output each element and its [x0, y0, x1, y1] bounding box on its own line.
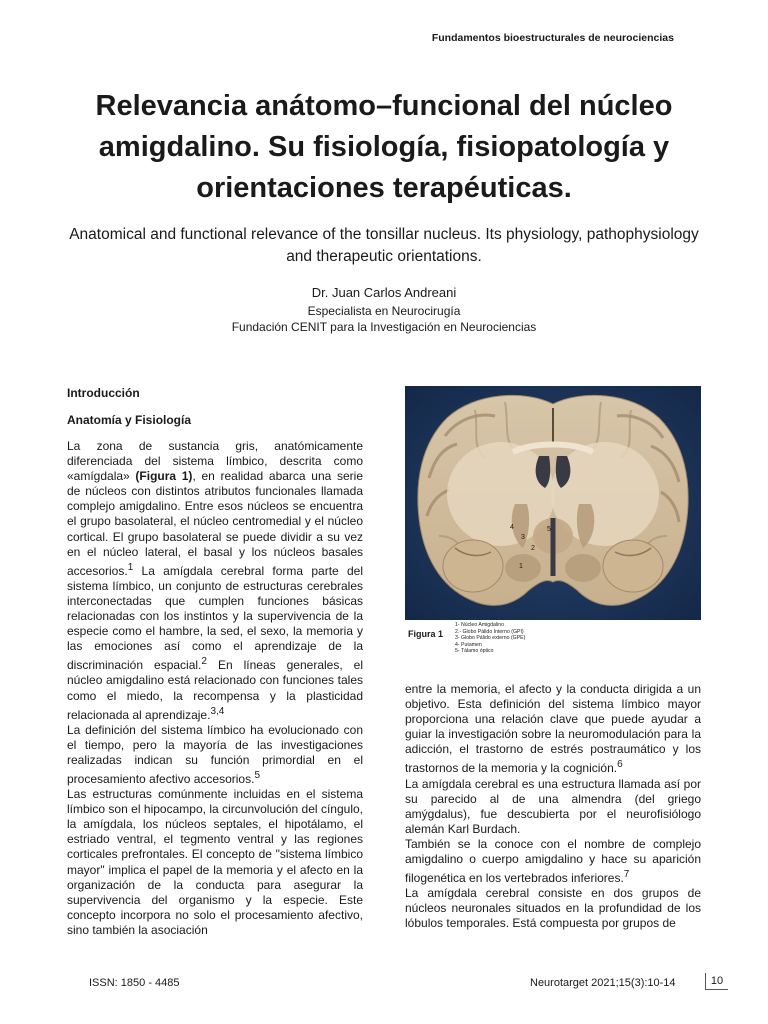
body-text-right: entre la memoria, el afecto y la conducta dirigida a un objetivo. Esta definición del sistema límbico mayor proporciona una relación clave que puede ayudar a guiar la investigación sobre la neuromodulación para la adicción, el trastorno de estrés postraumático y los trastornos de la memoria y la cognición.$^6$ La amígdala cerebral es una estructura llamada así por su parecido al de una almendra (del griego amýgdalus), fue descubierta por el neurofisiólogo alemán Karl Burdach. También se la conoce con el nombre de complejo amigdalino o cuerpo amigdalino y hace su aparición filogenética en los vertebrados inferiores.$^7$ La amígdala cerebral consiste en dos grupos de núcleos neuronales situados en la profundidad de los lóbulos temporales. Está compuesta por grupos de [405, 682, 701, 931]
right-column [405, 682, 701, 932]
figure-label-2: 2 [531, 545, 535, 552]
left-column [67, 386, 363, 938]
legend-item: 2.- Globo Pálido Interno (GPI) [455, 628, 524, 635]
article-subtitle: Anatomical and functional relevance of the tonsillar nucleus. Its physiology, pathophysiology and therapeutic orientations. [69, 226, 699, 265]
legend-item: 5- Tálamo óptico [455, 648, 494, 655]
author-name: Dr. Juan Carlos Andreani [311, 285, 457, 300]
figure-label-5: 5 [547, 526, 551, 533]
footer-issn: ISSN: 1850 - 4485 [89, 977, 180, 989]
author-affiliation-2: Fundación CENIT para la Investigación en Neurociencias [231, 320, 537, 334]
figure-legend [455, 622, 525, 655]
author-affiliation-1: Especialista en Neurocirugía [307, 304, 461, 318]
figure-label-3: 3 [521, 534, 525, 541]
page-number: 10 [705, 973, 728, 990]
running-header: Fundamentos bioestructurales de neurociencias [431, 32, 674, 44]
legend-item: 1- Núcleo Amigdalino [455, 622, 505, 628]
figure-label-4: 4 [510, 524, 514, 531]
body-text-left: La zona de sustancia gris, anatómicamente diferenciada del sistema límbico, descrita como «amígdala» (Figura 1), en realidad abarca una serie de núcleos con distintos atributos funcionales llamada complejo amigdalino. Entre esos núcleos se encuentra el grupo basolateral, el núcleo centromedial y el núcleo cortical. El grupo basolateral se puede dividir a su vez en el núcleo lateral, el basal y los núcleos basales accesorios.$^1$ La amígdala cerebral forma parte del sistema límbico, un conjunto de estructuras cerebrales interconectadas que cumplen funciones básicas relacionadas con los instintos y la supervivencia de la especie como el hambre, la sed, el sexo, la memoria y las emociones así como el aprendizaje de la discriminación espacial.$^2$ En líneas generales, el núcleo amigdalino está relacionado con funciones tales como el miedo, la recompensa y la plasticidad relacionada al aprendizaje.$^{3,4}$ La definición del sistema límbico ha evolucionado con el tiempo, pero la mayoría de las investigaciones realizadas indican su función primordial en el procesamiento afectivo accesorios.$^5$ Las estructuras comúnmente incluidas en el sistema límbico son el hipocampo, la circunvolución del cíngulo, la amígdala, los núcleos septales, el hipotálamo, el estriado ventral, el tegmento ventral y las regiones corticales prefrontales. El concepto de "sistema límbico mayor" implica el papel de la memoria y el afecto en la organización de la conducta para asegurar la supervivencia del organismo y la especie. Este concepto incorpora no solo el procesamiento afectivo, sino también la asociación [67, 439, 363, 937]
figure-caption: Figura 1 [408, 629, 444, 639]
legend-item: 4- Putamen [455, 641, 482, 648]
article-title: Relevancia anátomo–funcional del núcleo amigdalino. Su fisiología, fisiopatología y orientaciones terapéuticas. [95, 90, 673, 204]
brain-coronal-section-photo [405, 386, 701, 620]
section-heading-anatomy: Anatomía y Fisiología [67, 413, 192, 427]
section-heading-introduction: Introducción [67, 386, 140, 400]
legend-item: 3- Globo Pálido externo (GPE) [455, 635, 526, 642]
figure-label-1: 1 [519, 563, 523, 570]
figure-1 [405, 386, 701, 656]
footer-journal-citation: Neurotarget 2021;15(3):10-14 [530, 977, 676, 989]
